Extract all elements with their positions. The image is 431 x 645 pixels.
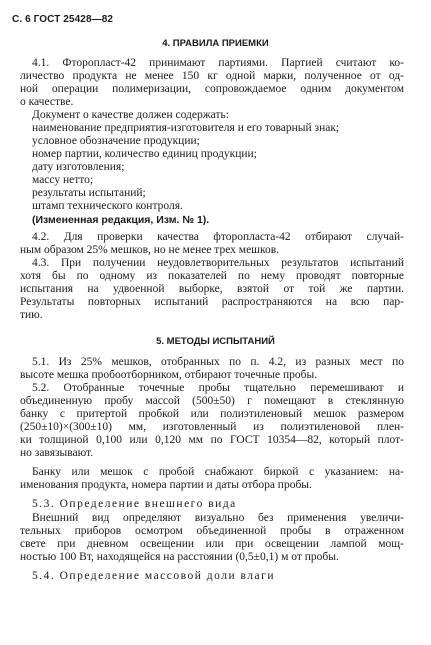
text-line: 4.2. Для проверки качества фторопласта-42 отбирают случай- [32,231,404,243]
text-line: (250±10)×(300±10) мм, изготовленный из полиэтиленовой плен- [20,421,404,433]
text-line: Банку или мешок с пробой снабжают биркой с указанием: на- [32,466,404,478]
text-line: ностью 100 Вт, находящейся на расстоянии (0,5±0,1) м от пробы. [20,551,339,563]
subsection-heading: 5.3. Определение внешнего вида [32,498,237,510]
subsection-heading: 5.4. Определение массовой доли влаги [32,570,275,582]
text-line: штамп технического контроля. [32,200,183,212]
text-line: ки толщиной 0,100 или 0,120 мм по ГОСТ 10354—82, который плот- [20,434,404,446]
text-line: массу нетто; [32,174,94,186]
text-line: тельных приборов осмотром объединенной пробы в отраженном [20,525,404,537]
text-line: Внешний вид определяют визуально без применения увеличи- [32,512,404,524]
section-4-heading: 4. ПРАВИЛА ПРИЕМКИ [162,38,269,49]
text-line: именования продукта, номера партии и даты отбора пробы. [20,479,312,491]
text-line: дату изготовления; [32,161,125,173]
text-line: 4.3. При получении неудовлетворительных результатов испытаний [32,257,404,269]
text-line: 5.1. Из 25% мешков, отобранных по п. 4.2, из разных мест по [32,356,404,368]
text-line: ным образом 25% мешков, но не менее трех мешков. [20,244,280,256]
text-line: свете при дневном освещении или при освещении лампой мощ- [20,538,404,550]
text-line: банку с притертой пробкой или полиэтиленовый мешок размером [20,408,404,420]
text-line: Документ о качестве должен содержать: [32,109,229,121]
text-line: но завязывают. [20,447,94,459]
amendment-note: (Измененная редакция, Изм. № 1). [32,214,210,226]
text-line: испытания на удвоенной выборке, взятой от той же партии. [20,283,404,295]
section-5-heading: 5. МЕТОДЫ ИСПЫТАНИЙ [156,336,275,347]
text-line: Результаты повторных испытаний распространяются на всю пар- [20,296,404,308]
text-line: личество продукта не менее 150 кг одной марки, полученное от од- [20,70,404,82]
text-line: условное обозначение продукции; [32,135,200,147]
text-line: высоте мешка пробоотборником, отбирают точечные пробы. [20,369,318,381]
text-line: 5.2. Отобранные точечные пробы тщательно перемешивают и [32,382,404,394]
text-line: результаты испытаний; [32,187,146,199]
text-line: 4.1. Фторопласт-42 принимают партиями. Партией считают ко- [32,57,404,69]
page-header: С. 6 ГОСТ 25428—82 [12,14,114,25]
text-line: наименование предприятия-изготовителя и его товарный знак; [32,122,340,134]
text-line: номер партии, количество единиц продукции; [32,148,257,160]
text-line: о качестве. [20,96,74,108]
text-line: хотя бы по одному из показателей по нему проводят повторные [20,270,404,282]
text-line: объединенную пробу массой (500±50) г помещают в стеклянную [20,395,404,407]
text-line: ной операции полимеризации, сопровождаемое одним документом [20,83,404,95]
text-line: тию. [20,309,43,321]
